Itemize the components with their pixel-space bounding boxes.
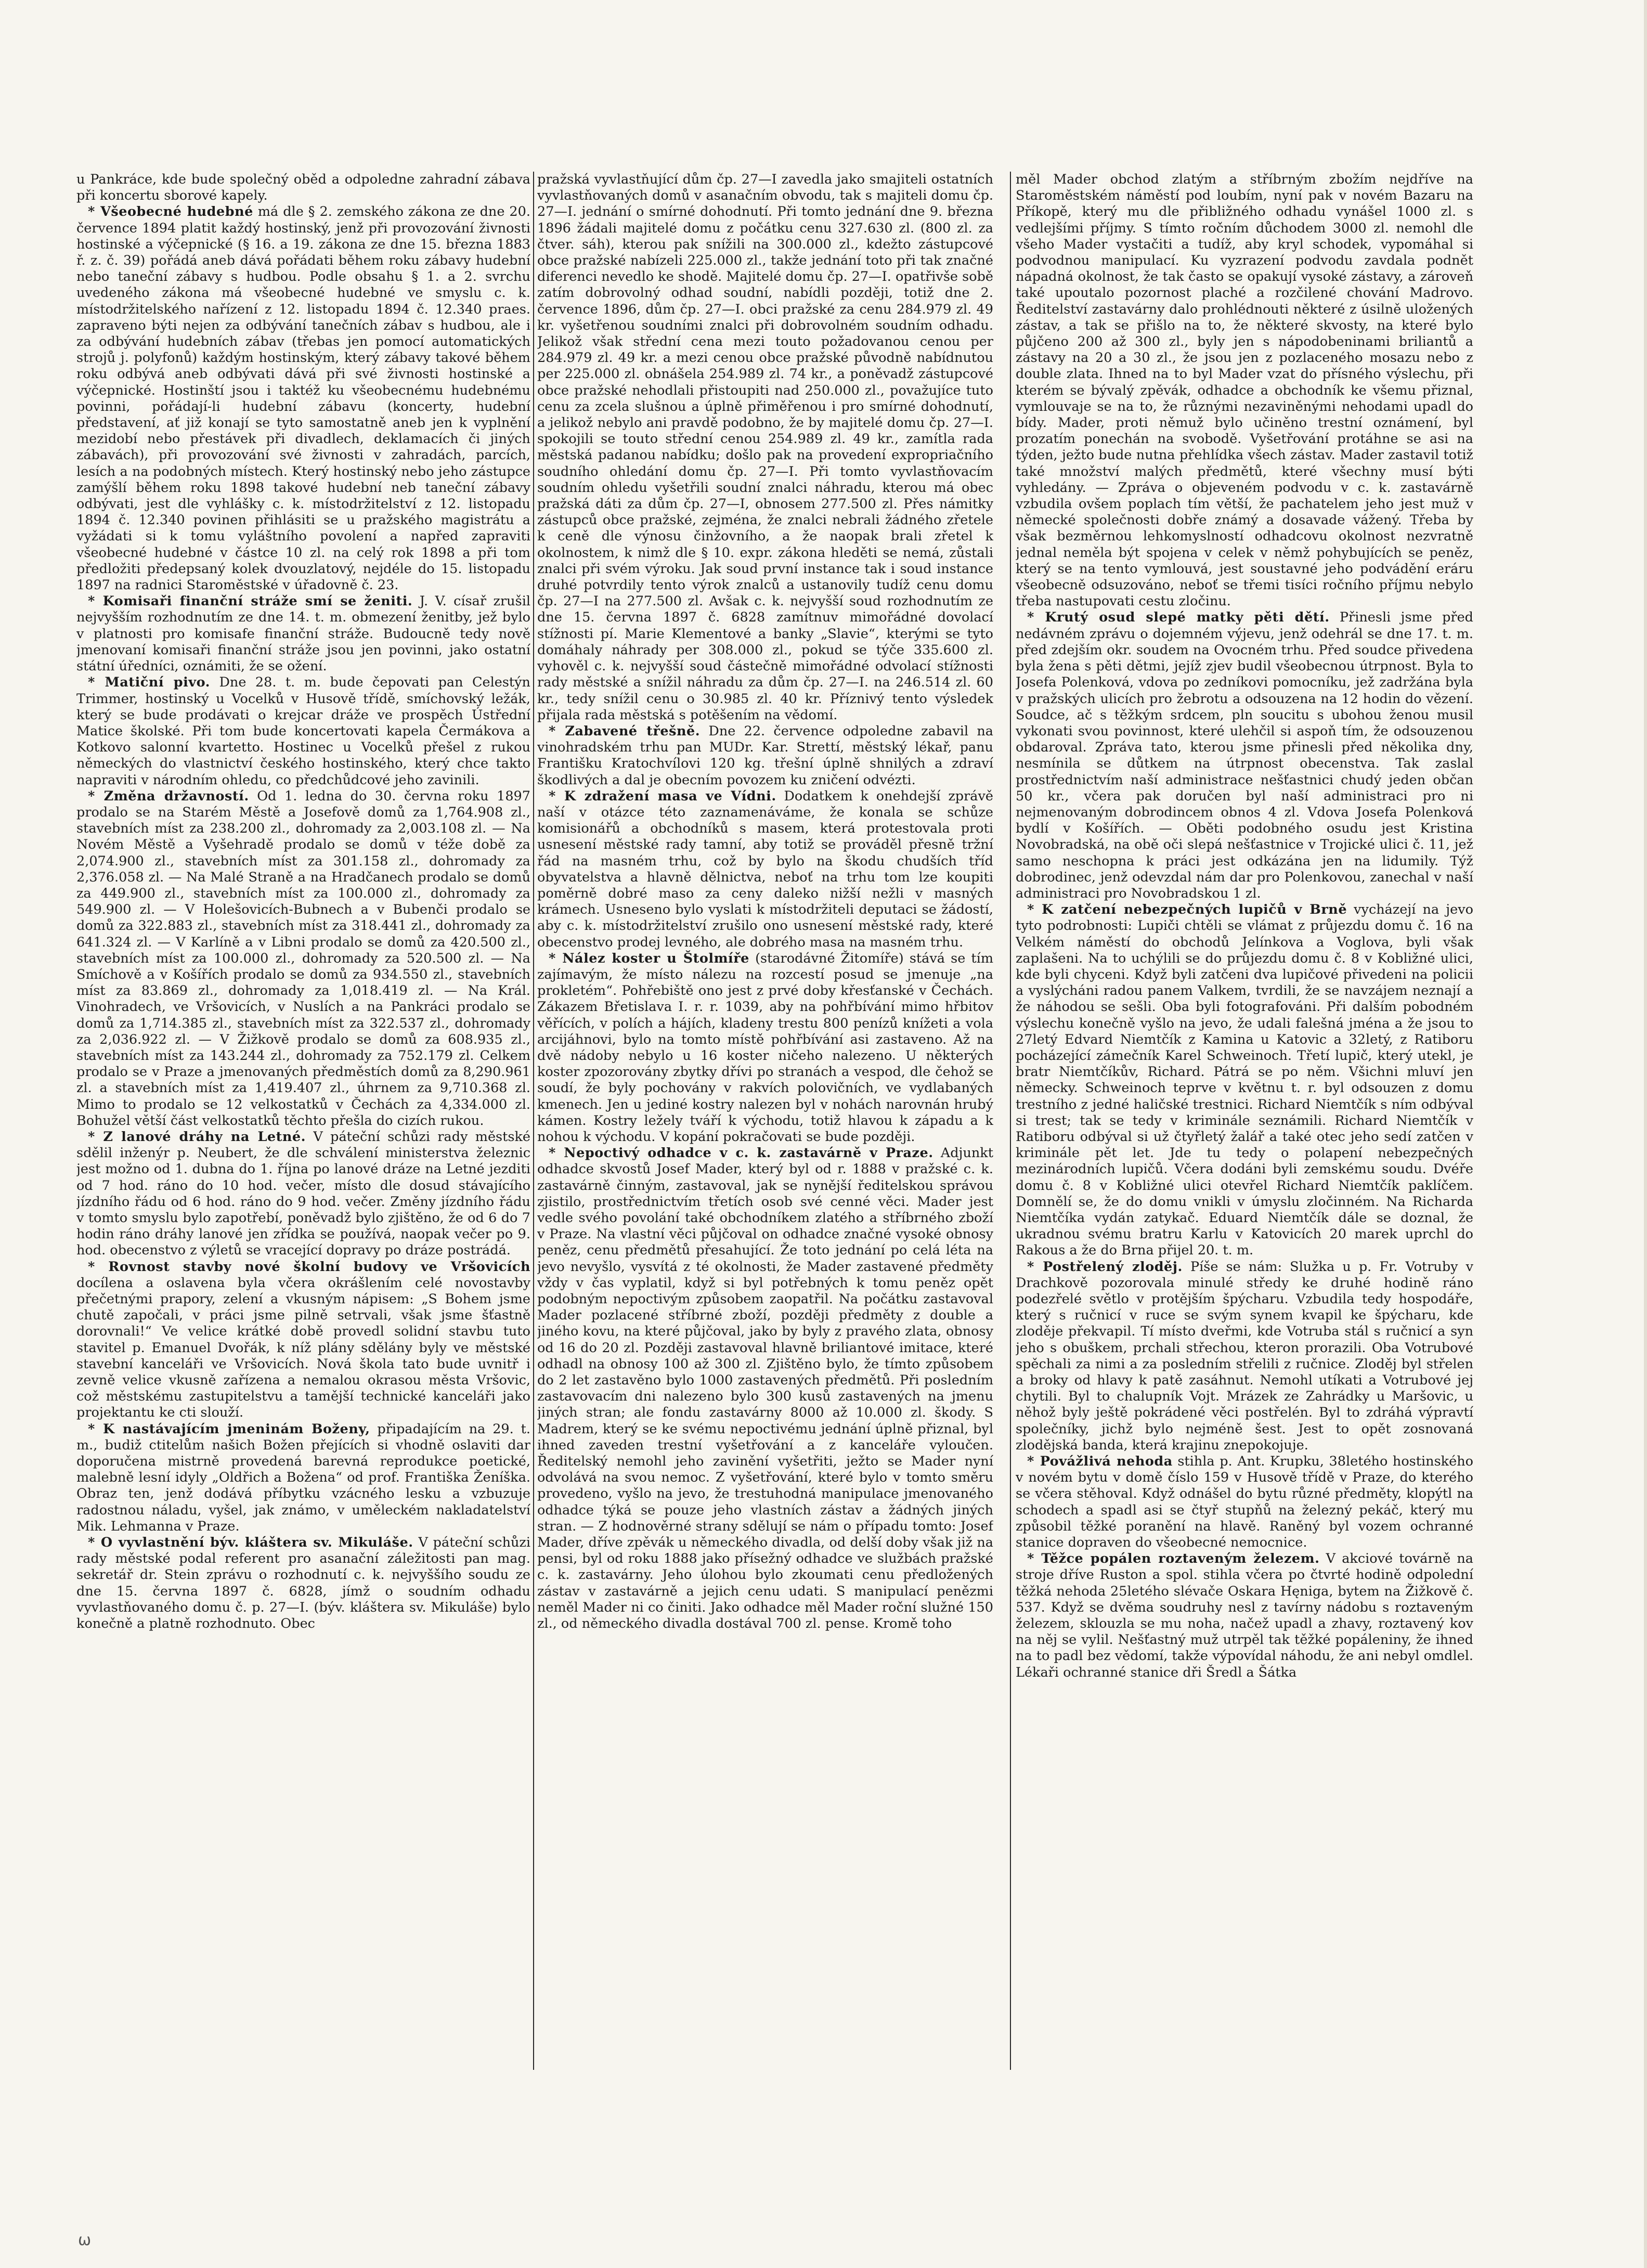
- article-heading: * K nastávajícím jmeninám Boženy,: [88, 1421, 370, 1437]
- article-text: V páteční schůzi rady městské sdělil inženýr p. Neubert, že dle schválení ministerstva železnic jest možno od 1. dubna do 1. října po lanové dráze na Letné jezditi od 7 hod. ráno do 10 hod. večer, místo dle dosud stávajícího jízdního řádu od 6 hod. ráno do 9 hod. večer. Změny jízdního řádu v tomto smyslu bylo zapotřebí, poněvadž bylo zjištěno, že od 6 do 7 hodin ráno dráhy lanové jen zřídka se používá, naopak večer po 9. hod. obecenstvo z výletů se vracející dopravy po dráze postrádá.: [76, 1129, 530, 1259]
- article-paragraph: [76, 593, 530, 675]
- article-heading: * Zabavené třešně.: [549, 723, 701, 739]
- article-text: V akciové továrně na stroje dříve Ruston a spol. stihla včera po čtvrté hodině odpolední těžká nehoda 25letého slévače Oskara Hęniga, bytem na Žižkově č. 537. Když se dvěma soudruhy nesl z tavírny nádobu s roztaveným železem, sklouzla se mu noha, načež upadl a zhavy, roztavený kov na něj se vylil. Nešťastný muž utrpěl tak těžké popáleniny, že ihned na to padl bez vědomí, takže výpovídal náhodu, že ani nebyl omdlel. Lékaři ochranné stanice dři Šredl a Šátka: [1016, 1551, 1473, 1680]
- article-text: vycházejí na jevo tyto podrobnosti: Lupiči chtěli se vlámat z průjezdu domu č. 16 na Velkém náměstí do obchodů Jelínkova a Voglova, byli však zaplašeni. Na to uchýlili se do průjezdu domu č. 8 v Kobližné ulici, kde byli chyceni. Když byli zatčeni dva lupičové přivedeni na policii a vyslýcháni radou panem Valkem, tvrdili, že se navzájem neznají a že náhodou se sešli. Oba byli fotografováni. Při dalším pobodném výslechu konečně vyšlo na jevo, že udali falešná jména a že jsou to 27letý Edvard Niemtčík z Kamina u Katovic a 32letý, z Ratiboru pocházející zámečník Karel Schweinoch. Třetí lupič, který utekl, je bratr Niemtčíkův, Richard. Pátrá se po něm. Všichni mluví jen německy. Schweinoch teprve v květnu t. r. byl odsouzen z domu trestního z jedné haličské trestnici. Richard Niemtčík s ním odbýval si trest; tak se tedy v kriminále seznámili. Richard Niemtčík v Ratiboru odbýval si už čtyřletý žalář a také otec jeho sedí zatčen v kriminále pět let. Jde tu tedy o polapení nebezpečných mezinárodních lupičů. Včera dodáni byli zemskému soudu. Dvéře domu č. 8 v Kobližné ulici otevřel Richard Niemtčík paklíčem. Domnělí se, že do domu vnikli v úmyslu zločinném. Na Richarda Niemtčíka vydán zatykač. Eduard Niemtčík dále se doznal, že ukradnou svému bratru Karlu v Katovicích 20 marek uprchl do Rakous a že do Brna přijel 20. t. m.: [1016, 902, 1473, 1259]
- article-text: V páteční schůzi rady městské podal referent pro asanační záležitosti pan mag. sekretář dr. Stein zprávu o rozhodnutí c. k. nejvyššího soudu ze dne 15. června 1897 č. 6828, jímž o soudním odhadu vyvlastňovaného domu č. p. 27—I. (býv. kláštera sv. Mikuláše) bylo konečně a platně rozhodnuto. Obec: [76, 1535, 530, 1632]
- article-text: připadajícím na 29. t. m., budiž ctitelům našich Božen přejících si vhodně oslaviti dar doporučena mistrně provedená barevná reprodukce poetické, malebně lesní idyly „Oldřich a Božena“ od prof. Františka Ženíška. Obraz ten, jenž dodává příbytku vzácného lesku a vzbuzuje radostnou náladu, vyšel, jak známo, v uměleckém nakladatelství Mik. Lehmanna v Praze.: [76, 1421, 530, 1534]
- article-paragraph: [76, 1535, 530, 1632]
- article-heading: * K zdražení masa ve Vídni.: [549, 788, 776, 804]
- article-text: docílena a oslavena byla včera okrášlením celé novostavby přečetnými prapory, zelení a vkusným nápisem: „S Bohem jsme chutě započali, v práci jsme pilně setrvali, však jsme šťastně dorovnali!“ Ve velice krátké době provedl solidní stavbu tuto stavitel p. Emanuel Dvořák, k níž plány sdělány byly ve městské stavební kanceláři ve Vršovicích. Nová škola tato bude uvnitř i zevně velice vkusně zařízena a nemalou okrasou města Vršovic, což městskému zastupitelstvu a tamější technické kanceláři jako projektantu ke cti slouží.: [76, 1275, 530, 1421]
- page-edge: [1644, 0, 1647, 2268]
- article-paragraph: [1016, 1454, 1473, 1551]
- article-paragraph: [537, 1145, 993, 1632]
- article-paragraph: [1016, 610, 1473, 902]
- article-heading: * Komisaři finanční stráže smí se ženiti.: [88, 593, 413, 610]
- article-text: Dodatkem k onehdejší zprávě naší v otázce této zaznamenáváme, že konala se schůze komisionářů a obchodníků s masem, která protestovala proti usnesení městské rady tamní, aby totiž se prováděl přesně tržní řád na masném trhu, což by bylo na škodu chudších tříd obyvatelstva a hlavně dělnictva, neboť na trhu tom lze koupiti poměrně dobré maso za ceny daleko nižší nežli v masných krámech. Usneseno bylo vyslati k místodržiteli deputaci se žádostí, aby c. k. místodržitelství zrušilo ono usnesení městské rady, které obecenstvo prodej levného, ale dobrého masa na masném trhu.: [537, 788, 993, 950]
- article-text: má dle § 2. zemského zákona ze dne 20. července 1894 platit každý hostinský, jenž při provozování živnosti hostinské a výčepnické (§ 16. a 19. zákona ze dne 15. března 1883 ř. z. č. 39) pořádá aneb dává pořádati během roku zábavy hudební nebo taneční zábavy s hudbou. Podle obsahu § 1. a 2. svrchu uvedeného zákona má všeobecné hudebné ve smyslu c. k. místodržitelského nařízení z 12. listopadu 1894 č. 12.340 praes. zapraveno býti nejen za odbývání tanečních zábav s hudbou, ale i za odbývání hudebních zábav (třebas jen pomocí automatických strojů j. polyfonů) každým hostinským, který zábavy takové během roku odbývá aneb odbývati dává při své živnosti hostinské a výčepnické. Hostinští jsou i taktéž ku všeobecnému hudebnému povinni, pořádají-li hudební zábavu (koncerty, hudební představení, ať již konají se tyto samostatně aneb jen k vyplnění mezidobí nebo přestávek při divadlech, deklamacích či jiných zábavách), při provozování své živnosti v zahradách, parcích, lesích a na podobných místech. Který hostinský nebo jeho zástupce zamýšlí během roku 1898 takové hudební neb taneční zábavy odbývati, jest dle vyhlášky c. k. místodržitelství z 12. listopadu 1894 č. 12.340 povinen přihlásiti se u pražského magistrátu a vyžádati si k tomu vyláštního povolení a napřed zapraviti všeobecné hudebné v částce 10 zl. na celý rok 1898 a při tom předložiti předepsaný kolek dvouzlatový, nejdéle do 15. listopadu 1897 na radnici Staroměstské v úřadovně č. 23.: [76, 204, 530, 593]
- article-heading: * Těžce popálen roztaveným železem.: [1027, 1551, 1320, 1567]
- article-text: u Pankráce, kde bude společný oběd a odpoledne zahradní zábava při koncertu sborové kapely.: [76, 172, 530, 204]
- article-text: stihla p. Ant. Krupku, 38letého hostinského v novém bytu v domě číslo 159 v Husově třídě v Praze, do kterého se včera stěhoval. Když odnášel do bytu různé předměty, klopýtl na schodech a spadl asi se čtyř stupňů na železný pekáč, který mu způsobil těžké poranění na hlavě. Raněný byl vozem ochranné stanice dopraven do všeobecné nemocnice.: [1016, 1454, 1473, 1551]
- article-text: Od 1. ledna do 30. června roku 1897 prodalo se na Starém Městě a Josefově domů za 1,764.908 zl., stavebních míst za 238.200 zl., dohromady za 2,003.108 zl. — Na Novém Městě a Vyšehradě prodalo se domů v téže době za 2,074.900 zl., stavebních míst za 301.158 zl., dohromady za 2,376.058 zl. — Na Malé Straně a na Hradčanech prodalo se domů za 449.900 zl., stavebních míst za 100.000 zl., dohromady za 549.900 zl. — V Holešovicích-Bubnech a v Bubenči prodalo se domů za 322.883 zl., stavebních míst za 318.441 zl., dohromady za 641.324 zl. — V Karlíně a v Libni prodalo se domů za 420.500 zl., stavebních míst za 100.000 zl., dohromady za 520.500 zl. — Na Smíchově a v Košířích prodalo se domů za 934.550 zl., stavebních míst za 83.869 zl., dohromady za 1,018.419 zl. — Na Král. Vinohradech, ve Vršovicích, v Nuslích a na Pankráci prodalo se domů za 1,714.385 zl., stavebních míst za 322.537 zl., dohromady za 2,036.922 zl. — V Žižkově prodalo se domů za 608.935 zl., stavebních míst za 143.244 zl., dohromady za 752.179 zl. Celkem prodalo se v Praze a jmenovaných předměstích domů za 8,290.961 zl. a stavebních míst za 1,419.407 zl., úhrnem za 9,710.368 zl. Mimo to prodalo se 12 velkostatků v Čechách za 4,334.000 zl. Bohužel větší část velkostatků těchto přešla do cizích rukou.: [76, 788, 530, 1129]
- article-paragraph: [1016, 1551, 1473, 1681]
- article-heading: * Nález koster u Štolmíře: [549, 950, 749, 966]
- article-paragraph: [1016, 172, 1473, 610]
- article-heading: * O vyvlastnění býv. kláštera sv. Mikuláše.: [88, 1535, 413, 1551]
- article-heading: * Změna državností.: [88, 788, 249, 804]
- article-text: J. V. císař zrušil nejvyšším rozhodnutím ze dne 14. t. m. obmezení ženitby, jež bylo v platnosti pro komisafe finanční stráže. Budoucně tedy nově jmenovaní komisaři finanční stráže jsou jen povinni, jako ostatní státní úředníci, oznámiti, že se ožení.: [76, 593, 530, 675]
- article-paragraph: [76, 1421, 530, 1535]
- article-paragraph: [76, 1129, 530, 1259]
- article-text: (starodávné Žitomíře) stává se tím zajímavým, že místo nálezu na rozcestí posud se jmenuje „na prokletém“. Pohřebiště ono jest z prvé doby křesťanské v Čechách. Zákazem Břetislava I. r. r. 1039, aby na pohřbívání mimo hřbitov věřících, v polích a hájích, kladeny trestu 800 penízů knížeti a vola arcijáhnovi, bylo na tomto místě pohřbívání asi zastaveno. Až na dvě nádoby nebylo u 16 koster ničeho nalezeno. U některých koster zpozorovány zbytky dřívi po stranách a vespod, dle čehož se soudí, že byly pochovány v rakvích polovičních, ve vydlabaných kmenech. Jen u jediné kostry nalezen byl v nohách narovnán hrubý kámen. Kostry ležely tváří k východu, totiž hlavou k západu a k nohou k východu. V kopání pokračovati se bude později.: [537, 950, 993, 1145]
- article-paragraph: [537, 172, 993, 723]
- article-text: Dne 28. t. m. bude čepovati pan Celestýn Trimmer, hostinský u Vocelků v Husově třídě, smíchovský ležák, který se bude prodávati o krejcar dráže ve prospěch Ústřední Matice školské. Při tom bude koncertovati kapela Čermákova a Kotkovo salonní kvartetto. Hostinec u Vocelků přešel z rukou německých do vlastnictví českého hostinského, který chce takto napraviti v národním ohledu, co předchůdcové jeho zavinili.: [76, 675, 530, 788]
- page-corner-mark: ω: [78, 2231, 92, 2249]
- column-divider: [533, 172, 534, 2070]
- article-paragraph: [1016, 1259, 1473, 1454]
- article-heading: * Rovnost stavby nové školní budovy ve Vršovicích: [88, 1259, 530, 1275]
- article-heading: * Povážlivá nehoda: [1027, 1454, 1173, 1470]
- column-divider: [1010, 172, 1011, 2070]
- article-heading: * Nepoctivý odhadce v c. k. zastavárně v Praze.: [549, 1145, 933, 1161]
- article-heading: * Matiční pivo.: [88, 675, 211, 691]
- article-paragraph: [537, 723, 993, 788]
- article-heading: * Krutý osud slepé matky pěti dětí.: [1027, 610, 1330, 626]
- article-text: pražská vyvlastňující dům čp. 27—I zavedla jako smajiteli ostatních vyvlastňovaných domů v asanačním obvodu, tak s majiteli domu čp. 27—I. jednání o smírné dohodnutí. Při tomto jednání dne 9. března 1896 žádali majitelé domu z počátku cenu 327.630 zl. (800 zl. za čtver. sáh), kterou pak snížili na 300.000 zl., kdežto zástupcové obce pražské nabízeli 225.000 zl., takže jednání toto při tak značné diferenci nevedlo ke shodě. Majitelé domu čp. 27—I. opatřivše sobě zatím dobrovolný odhad soudní, nabídli později, totiž dne 2. července 1896, dům čp. 27—I. obci pražské za cenu 284.979 zl. 49 kr. vyšetřenou soudními znalci při dobrovolném soudním odhadu. Jelikož však střední cena mezi touto požadovanou cenou per 284.979 zl. 49 kr. a mezi cenou obce pražské původně nabídnutou per 225.000 zl. obnášela 254.989 zl. 74 kr., a poněvadž zástupcové obce pražské nehodlali přistoupiti nad 250.000 zl., považujíce tuto cenu za zcela slušnou a úplně přiměřenou i pro smírné dohodnutí, a jelikož nebylo ani pravdě podobno, že by majitelé domu čp. 27—I. spokojili se touto střední cenou 254.989 zl. 49 kr., zamítla rada městská padanou nabídku; došlo pak na provedení expropriačního soudního ohledání domu čp. 27—I. Při tomto vyvlastňovacím soudním ohledu vyšetřili soudní znalci náhradu, kterou má obec pražská dáti za dům čp. 27—I, obnosem 277.500 zl. Přes námitky zástupců obce pražské, zejména, že znalci nebrali žádného zřetele k ceně dle výnosu činžovního, a že naopak brali zřetel k okolnostem, k nimž dle § 10. expr. zákona hleděti se nemá, zůstali znalci při svém výroku. Jak soud první instance tak i soud instance druhé potvrdily tento výrok znalců a ustanovily tudíž cenu domu čp. 27—I na 277.500 zl. Avšak c. k. nejvyšší soud rozhodnutím ze dne 15. června 1897 č. 6828 zamítnuv mimořádné dovolací stížnosti pí. Marie Klementové a banky „Slavie“, kterými se tyto domáhaly náhrady per 308.000 zl., pokud se týče 335.600 zl. vyhověl c. k. nejvyšší soud částečně mimořádné odvolací stížnosti rady městské a snížil náhradu za dům čp. 27—I. na 246.514 zl. 60 kr., tedy snížil cenu o 30.985 zl. 40 kr. Příznivý tento výsledek přijala rada městská s potěšením na vědomí.: [537, 172, 993, 723]
- article-text: Píše se nám: Služka u p. Fr. Votruby v Drachkově pozorovala minulé středy ke druhé hodině ráno podezřelé světlo v protějším špýcharu. Vzbudila tedy hospodáře, který s ručnicí v ruce se svým synem kvapil ke špýcharu, kde zloděje překvapil. Tí místo dveřmi, kde Votruba stál s ručnicí a syn jeho s obuškem, prchali střechou, kteron prorazili. Oba Votrubové spěchali za nimi a za posledním střelili z ručnice. Zloděj byl střelen a broky od hlavy k patě zasáhnut. Nemohl utíkati a Votrubové jej chytili. Byl to chalupník Vojt. Mrázek ze Zahrádky u Maršovic, u něhož byly ještě pokrádené věci postřelén. Byl to zdráhá výpravtí společníky, jichž bylo nejméně šest. Jest to opět zosnovaná zlodějská banda, která krajinu znepokojuje.: [1016, 1259, 1473, 1453]
- article-paragraph: [537, 951, 993, 1145]
- article-paragraph: [76, 172, 530, 204]
- article-heading: * Z lanové dráhy na Letné.: [88, 1129, 306, 1145]
- article-text: měl Mader obchod zlatým a stříbrným zbožím nejdříve na Staroměstském náměstí pod loubím, nyní pak v novém Bazaru na Příkopě, který mu dle přibližného odhadu vynášel 1000 zl. s vedlejšími příjmy. S tímto ročním důchodem 3000 zl. nemohl dle všeho Mader vystačiti a tudíž, aby kryl schodek, vypomáhal si podvodnou manipulací. Ku vyzrazení podvodu zavdala podnět nápadná okolnost, že tak často se opakují vysoké zástavy, a zároveň také upoutalo pozornost plaché a rozčilené chování Madrovo. Ředitelství zastavárny dalo prohlédnouti některé z úsilně uložených zástav, a tak se přišlo na to, že některé skvosty, na které bylo půjčeno 200 až 300 zl., byly jen s nápodobeninami briliantů a zástavy na 20 a 30 zl., že jsou jen z pozlaceného mosazu nebo z double zlata. Ihned na to byl Mader vzat do přísného výslechu, při kterém se bývalý zpěvák, odhadce a obchodník ke všemu přiznal, vymlouvaje se na to, že různými nezaviněnými nehodami upadl do bídy. Mader, proti němuž bylo učiněno trestní oznámení, byl prozatím ponechán na svobodě. Vyšetřování protáhne se asi na týden, ježto bude nutna přehlídka všech zástav. Mader zastavil totiž také množství malých předmětů, které všechny musí býti vyhledány. — Zpráva o objeveném podvodu v c. k. zastavárně vzbudila ovšem poplach tím větší, že pachatelem jeho jest muž v německé společnosti dobře známý a dosavade vážený. Třeba by však bezměrnou lehkomyslností odhadcovu okolnost nezvratně jednal neměla být spojena v celek v němž pohybujících se peněz, který se na tento vymlouvá, jest soustavné jeho podvádění eráru všeobecně odsuzováno, neboť se třemi tisíci ročního příjmu nebylo třeba nastupovati cestu zločinu.: [1016, 172, 1473, 610]
- article-heading: * K zatčení nebezpečných lupičů v Brně: [1027, 902, 1347, 918]
- article-text: Adjunkt odhadce skvostů Josef Mader, který byl od r. 1888 v pražské c. k. zastavárně činným, zastavoval, jak se nynější ředitelskou správou zjistilo, prostřednictvím třetích osob své cenné věci. Mader jest vedle svého povolání také obchodníkem zlatého a stříbrného zboží v Praze. Na vlastní věci půjčoval on odhadce značné vysoké obnosy peněz, cenu předmětů přesahující. Že toto jednání po celá léta na jevo nevyšlo, vysvítá z té okolnosti, že Mader zastavené předměty vždy v čas vyplatil, když si byl potřebných k tomu peněz opět podobným nepoctivým způsobem zaopatřil. Na počátku zastavoval Mader pozlacené stříbrné zboží, později předměty z double a jiného kovu, na které půjčoval, jako by byly z pravého zlata, obnosy od 16 do 20 zl. Později zastavoval hlavně briliantové imitace, které odhadl na obnosy 100 až 300 zl. Zjištěno bylo, že tímto způsobem do 2 let zastavěno bylo 1000 zastavených předmětů. Při posledním zastavovacím dni nalezeno bylo 300 kusů zastavených na jmenu jiných stran; ale fondu zastavárny 8000 až 10.000 zl. škody. S Madrem, který se ke svému nepoctivému jednání úplně přiznal, byl ihned zaveden trestní vyšetřování a z kanceláře vyloučen. Ředitelský nemohl jeho zavinění vyšetřiti, ježto se Mader nyní odvolává na svou nemoc. Z vyšetřování, které bylo v tomto směru provedeno, vyšlo na jevo, že trestuhodná manipulace jmenovaného odhadce týká se pouze jeho vlastních zástav a žádných jiných stran. — Z hodnověrné strany sdělují se nám o případu tomto: Josef Mader, dříve zpěvák u německého divadla, od delší doby však již na pensi, byl od roku 1888 jako přísežný odhadce ve službách pražské c. k. zastavárny. Jeho úlohou bylo zkoumati cenu předložených zástav v zastavárně a jejich cenu udati. S manipulací penězmi neměl Mader ni co činiti. Jako odhadce měl Mader roční služné 150 zl., od německého divadla dostával 700 zl. pense. Kromě toho: [537, 1145, 993, 1632]
- article-paragraph: [76, 204, 530, 593]
- article-paragraph: [537, 788, 993, 951]
- text-column-1: [76, 172, 530, 2070]
- article-heading: * Všeobecné hudebné: [88, 204, 253, 220]
- article-text: Dne 22. července odpoledne zabavil na vinohradském trhu pan MUDr. Kar. Strettí, městský lékař, panu Františku Kratochvílovi 120 kg. třešní úplně shnilých a zdraví škodlivých a dal je obecním povozem ku zničení odvézti.: [537, 723, 993, 788]
- article-paragraph: [76, 788, 530, 1129]
- text-column-3: [1016, 172, 1473, 2070]
- article-text: Přinesli jsme před nedávném zprávu o dojemném výjevu, jenž odehrál se dne 17. t. m. před zdejším okr. soudem na Ovocném trhu. Před soudce přivedena byla žena s pěti dětmi, jejíž zjev budil všeobecnou útrpnost. Byla to Josefa Polenková, vdova po zedníkovi pomocníku, jež zadržána byla v pražských ulicích pro žebrotu a odsouzena na 12 hodin do vězení. Soudce, ač s těžkým srdcem, pln soucitu s ubohou ženou musil vykonati svou povinnost, které ulehčil si aspoň tím, že odsouzenou obdaroval. Zpráva tato, kterou jsme přinesli před několika dny, nesmínila se důtkem na útrpnost obecenstva. Tak zaslal prostřednictvím naší administrace nešťastnici chudý jeden občan 50 kr., včera pak doručen byl naší administraci pro ni nejmenovaným dobrodincem obnos 4 zl. Vdova Josefa Polenková bydlí v Košířích. — Oběti podobného osudu jest Kristina Novobradská, na obě oči slepá nešťastnice v Trojické ulici č. 11, jež samo neschopna k práci jest odkázána jen na lidumily. Týž dobrodinec, jenž odevzdal nám dar pro Polenkovou, zanechal v naší administraci pro Novobradskou 1 zl.: [1016, 610, 1473, 901]
- article-paragraph: [76, 1259, 530, 1421]
- article-paragraph: [1016, 902, 1473, 1259]
- text-column-2: [537, 172, 993, 2070]
- article-paragraph: [76, 675, 530, 788]
- article-heading: * Postřelený zloděj.: [1027, 1259, 1183, 1275]
